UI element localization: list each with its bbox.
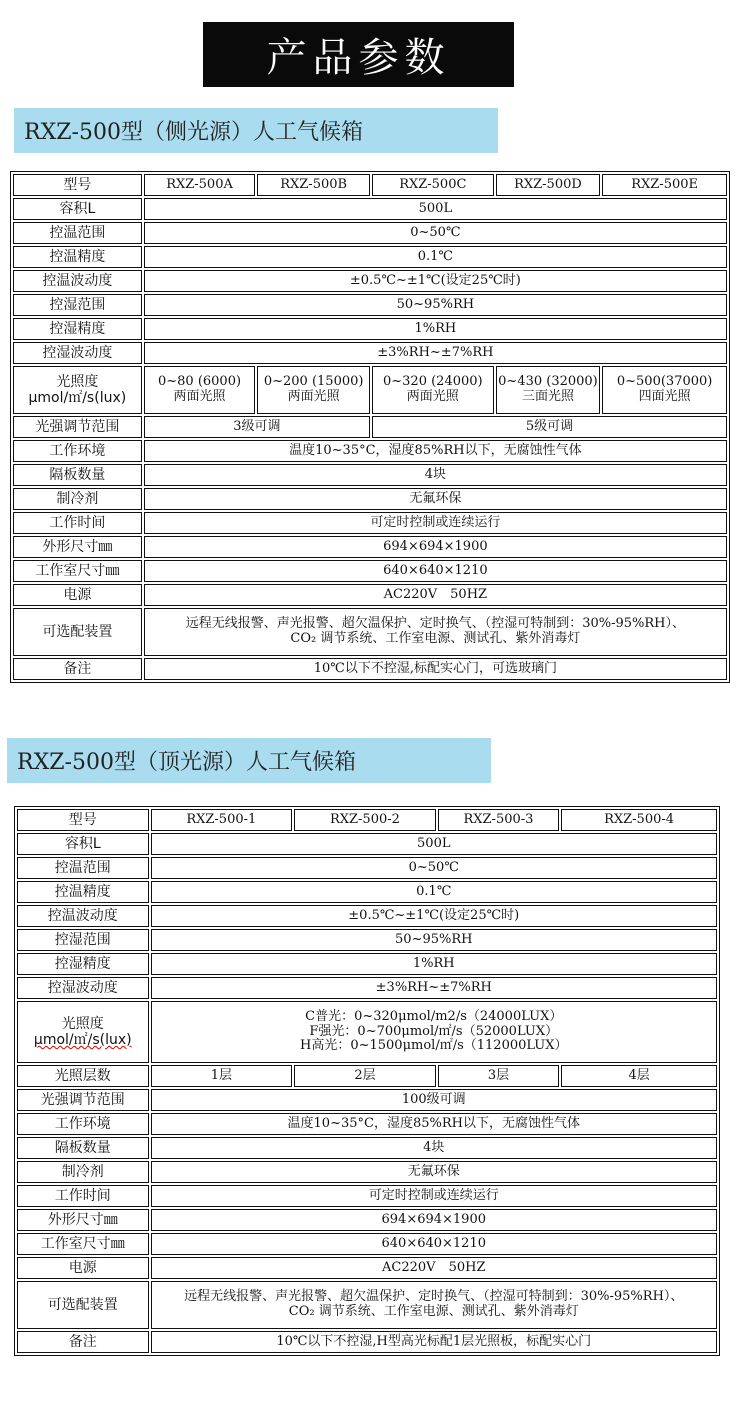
unit-label: μmol/㎡/s(lux) — [28, 390, 127, 406]
row-value: 无氟环保 — [151, 1161, 717, 1183]
row-label: 工作室尺寸㎜ — [17, 1233, 149, 1255]
page-title-banner — [203, 22, 514, 87]
row-value: AC220V 50HZ — [144, 584, 727, 606]
model-cell: RXZ-500B — [257, 174, 370, 196]
row-label: 隔板数量 — [17, 1137, 149, 1159]
row-label: 备注 — [13, 658, 142, 680]
row-value: 640×640×1210 — [144, 560, 727, 582]
row-label-light — [13, 366, 142, 414]
row-label: 可选配装置 — [13, 608, 142, 656]
model-cell: RXZ-500-2 — [294, 809, 436, 831]
row-value: 5级可调 — [372, 416, 727, 438]
table-row — [17, 1233, 717, 1255]
row-value: 1%RH — [151, 953, 717, 975]
row-value: 640×640×1210 — [151, 1233, 717, 1255]
model-cell: RXZ-500D — [496, 174, 601, 196]
options-line: CO₂ 调节系统、工作室电源、测试孔、紫外消毒灯 — [290, 631, 581, 646]
options-cell — [144, 608, 727, 656]
light-range: 0~430 (32000) — [498, 374, 598, 390]
table-row — [13, 222, 727, 244]
unit-label: μmol/㎡/s(lux) — [33, 1032, 132, 1048]
row-label: 型号 — [17, 809, 149, 831]
table-row — [13, 342, 727, 364]
light-mode: 两面光照 — [406, 389, 459, 404]
section-title-text: RXZ-500型（顶光源）人工气候箱 — [17, 750, 356, 775]
options-line: CO₂ 调节系统、工作室电源、测试孔、紫外消毒灯 — [288, 1304, 579, 1319]
table-row — [17, 953, 717, 975]
table-row — [17, 1001, 717, 1063]
table-row — [13, 440, 727, 462]
light-mode: 四面光照 — [638, 389, 691, 404]
light-mode: 三面光照 — [521, 389, 574, 404]
light-range: 0~80 (6000) — [157, 374, 242, 390]
row-value: 可定时控制或连续运行 — [151, 1185, 717, 1207]
spec-table-side-light — [10, 171, 730, 683]
row-label: 光强调节范围 — [13, 416, 142, 438]
row-label: 型号 — [13, 174, 142, 196]
row-label: 备注 — [17, 1331, 149, 1353]
row-label: 光照度 — [61, 1015, 104, 1032]
light-cell — [151, 1001, 717, 1063]
row-value: 500L — [144, 198, 727, 220]
row-label: 工作环境 — [13, 440, 142, 462]
row-value: 500L — [151, 833, 717, 855]
table-row — [13, 246, 727, 268]
row-label: 光照层数 — [17, 1065, 149, 1087]
table-row — [13, 366, 727, 414]
row-label: 光强调节范围 — [17, 1089, 149, 1111]
row-value: 694×694×1900 — [144, 536, 727, 558]
table-row — [13, 512, 727, 534]
row-value: 温度10~35°C，湿度85%RH以下，无腐蚀性气体 — [144, 440, 727, 462]
model-cell: RXZ-500C — [372, 174, 494, 196]
table-row — [13, 488, 727, 510]
row-value: AC220V 50HZ — [151, 1257, 717, 1279]
model-cell: RXZ-500E — [602, 174, 727, 196]
row-value: 10℃以下不控湿,标配实心门，可选玻璃门 — [144, 658, 727, 680]
row-label: 制冷剂 — [13, 488, 142, 510]
row-value: 4块 — [144, 464, 727, 486]
table-row — [17, 857, 717, 879]
model-cell: RXZ-500A — [144, 174, 256, 196]
light-line: H高光：0~1500μmol/㎡/s（112000LUX） — [299, 1038, 568, 1054]
light-cell — [602, 366, 727, 414]
light-line: F强光：0~700μmol/㎡/s（52000LUX） — [309, 1023, 559, 1039]
table-row — [17, 977, 717, 999]
row-value: 50~95%RH — [151, 929, 717, 951]
table-row — [17, 1065, 717, 1087]
row-label: 控温范围 — [17, 857, 149, 879]
table-row — [17, 1209, 717, 1231]
table-row — [17, 1257, 717, 1279]
table-row — [17, 1137, 717, 1159]
row-value: 100级可调 — [151, 1089, 717, 1111]
options-line: 远程无线报警、声光报警、超欠温保护、定时换气、（控湿可特制到：30%-95%RH）、 — [184, 1289, 684, 1305]
row-value: ±3%RH~±7%RH — [151, 977, 717, 999]
table-row — [17, 1185, 717, 1207]
table-row — [17, 1331, 717, 1353]
table-row — [17, 881, 717, 903]
row-label: 电源 — [13, 584, 142, 606]
options-line: 远程无线报警、声光报警、超欠温保护、定时换气、（控湿可特制到：30%-95%RH）、 — [185, 616, 686, 632]
section-title-text: RXZ-500型（侧光源）人工气候箱 — [24, 120, 363, 145]
page-title: 产品参数 — [266, 35, 451, 81]
table-row — [13, 560, 727, 582]
row-label: 控温精度 — [13, 246, 142, 268]
row-label: 控湿波动度 — [13, 342, 142, 364]
row-value: 694×694×1900 — [151, 1209, 717, 1231]
options-cell — [151, 1281, 717, 1329]
spec-table-top-light — [14, 806, 720, 1356]
light-cell — [372, 366, 494, 414]
table-row — [17, 905, 717, 927]
row-value: 4块 — [151, 1137, 717, 1159]
row-label: 电源 — [17, 1257, 149, 1279]
row-value: 3级可调 — [144, 416, 370, 438]
section-title-side-light — [14, 108, 498, 153]
table-row — [13, 198, 727, 220]
table-row — [13, 270, 727, 292]
row-label: 外形尺寸㎜ — [17, 1209, 149, 1231]
table-row — [13, 294, 727, 316]
row-value: 0~50℃ — [144, 222, 727, 244]
row-label: 容积L — [13, 198, 142, 220]
table-row — [17, 1113, 717, 1135]
row-label: 工作时间 — [13, 512, 142, 534]
row-label: 控湿波动度 — [17, 977, 149, 999]
row-label: 控温波动度 — [13, 270, 142, 292]
row-value: 0~50℃ — [151, 857, 717, 879]
layer-cell: 4层 — [561, 1065, 717, 1087]
row-label: 工作环境 — [17, 1113, 149, 1135]
row-label: 控湿范围 — [13, 294, 142, 316]
table-row — [13, 464, 727, 486]
row-label: 可选配装置 — [17, 1281, 149, 1329]
table-row — [17, 929, 717, 951]
row-label: 控温范围 — [13, 222, 142, 244]
row-label: 控湿精度 — [17, 953, 149, 975]
light-range: 0~200 (15000) — [263, 374, 364, 390]
row-value: 0.1℃ — [151, 881, 717, 903]
light-range: 0~320 (24000) — [383, 374, 483, 390]
row-value: ±0.5℃~±1℃(设定25℃时) — [151, 905, 717, 927]
light-range: 0~500(37000) — [616, 374, 713, 390]
model-cell: RXZ-500-4 — [561, 809, 717, 831]
layer-cell: 3层 — [438, 1065, 559, 1087]
row-value: 0.1℃ — [144, 246, 727, 268]
table-row — [17, 1281, 717, 1329]
table-row — [17, 833, 717, 855]
model-cell: RXZ-500-3 — [438, 809, 559, 831]
table-row — [17, 1089, 717, 1111]
row-label: 工作时间 — [17, 1185, 149, 1207]
row-value: 可定时控制或连续运行 — [144, 512, 727, 534]
model-cell: RXZ-500-1 — [151, 809, 293, 831]
row-label: 控湿范围 — [17, 929, 149, 951]
table-row — [13, 174, 727, 196]
row-label-light — [17, 1001, 149, 1063]
table-row — [17, 809, 717, 831]
table-row — [17, 1161, 717, 1183]
row-label: 控湿精度 — [13, 318, 142, 340]
light-mode: 两面光照 — [173, 389, 226, 404]
table-row — [13, 608, 727, 656]
row-label: 外形尺寸㎜ — [13, 536, 142, 558]
table-row — [13, 318, 727, 340]
row-label: 制冷剂 — [17, 1161, 149, 1183]
table-row — [13, 416, 727, 438]
row-value: 10℃以下不控湿,H型高光标配1层光照板，标配实心门 — [151, 1331, 717, 1353]
row-value: ±0.5℃~±1℃(设定25℃时) — [144, 270, 727, 292]
section-title-top-light — [7, 738, 491, 783]
row-value: ±3%RH~±7%RH — [144, 342, 727, 364]
table-row — [13, 658, 727, 680]
light-mode: 两面光照 — [287, 389, 340, 404]
light-cell — [257, 366, 370, 414]
row-value: 50~95%RH — [144, 294, 727, 316]
table-row — [13, 584, 727, 606]
row-label: 容积L — [17, 833, 149, 855]
row-value: 1%RH — [144, 318, 727, 340]
layer-cell: 1层 — [151, 1065, 293, 1087]
row-value: 温度10~35°C，湿度85%RH以下，无腐蚀性气体 — [151, 1113, 717, 1135]
row-label: 工作室尺寸㎜ — [13, 560, 142, 582]
row-label: 隔板数量 — [13, 464, 142, 486]
table-row — [13, 536, 727, 558]
row-value: 无氟环保 — [144, 488, 727, 510]
row-label: 光照度 — [56, 373, 99, 390]
light-cell — [144, 366, 256, 414]
row-label: 控温精度 — [17, 881, 149, 903]
light-line: C普光：0~320μmol/m2/s（24000LUX） — [305, 1008, 563, 1024]
light-cell — [496, 366, 601, 414]
layer-cell: 2层 — [294, 1065, 436, 1087]
row-label: 控温波动度 — [17, 905, 149, 927]
